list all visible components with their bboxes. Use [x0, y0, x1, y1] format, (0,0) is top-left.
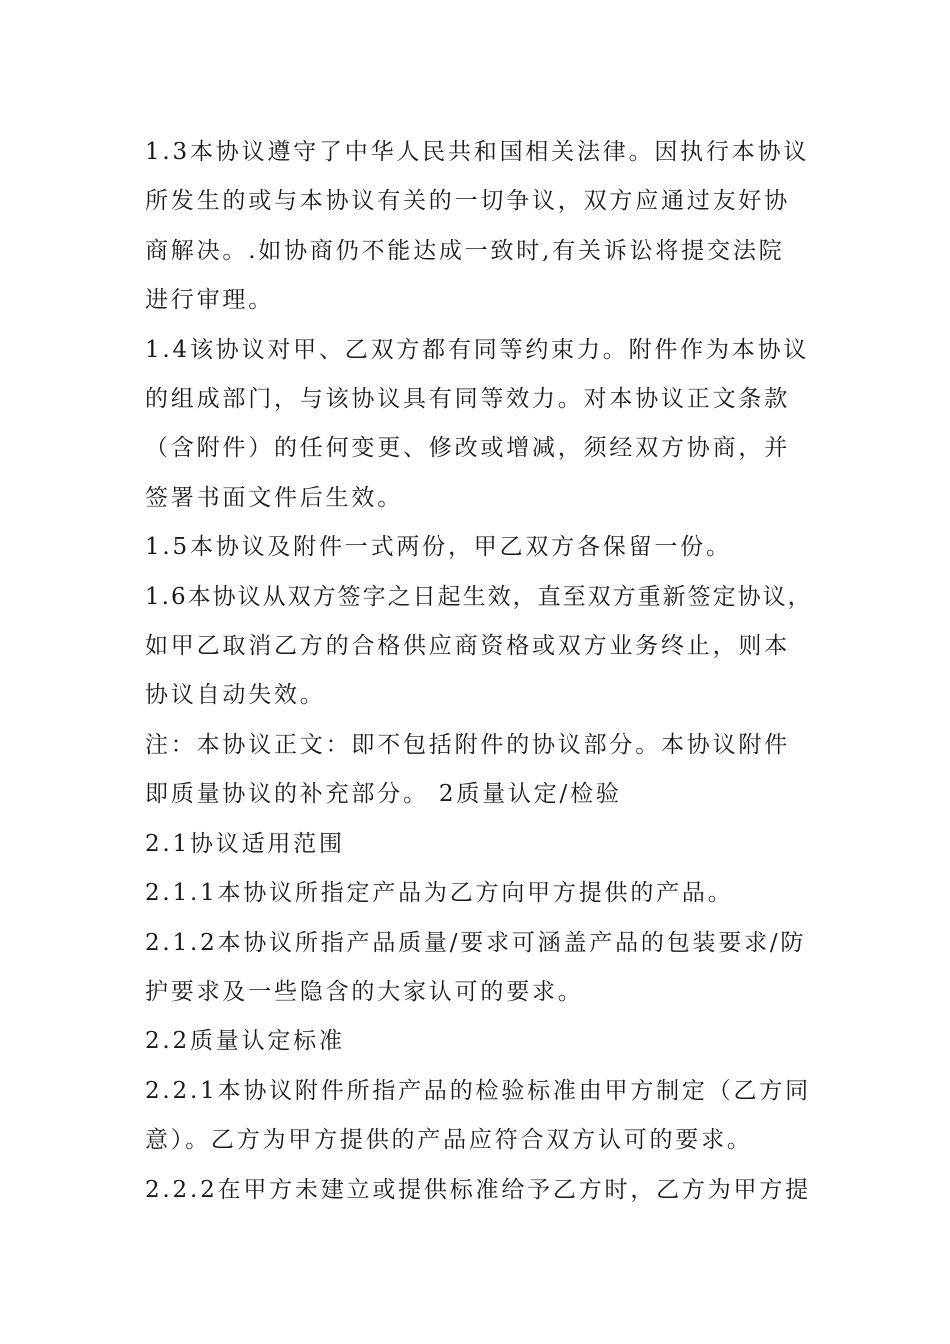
text-line: 1.4该协议对甲、乙双方都有同等约束力。附件作为本协议	[145, 336, 810, 363]
text-line: 2.2.1本协议附件所指产品的检验标准由甲方制定（乙方同	[145, 1077, 811, 1104]
text-line: （含附件）的任何变更、修改或增减，须经双方协商，并	[145, 435, 790, 462]
text-line: 注：本协议正文：即不包括附件的协议部分。本协议附件	[145, 731, 790, 758]
clause-2-1-2	[145, 919, 810, 1018]
text-line: 1.5本协议及附件一式两份，甲乙双方各保留一份。	[145, 534, 732, 561]
text-line: 2.1.1本协议所指定产品为乙方向甲方提供的产品。	[145, 880, 734, 907]
clause-2-1-1	[145, 869, 810, 918]
text-line: 协议自动失效。	[145, 682, 326, 709]
clause-1-3	[145, 128, 810, 326]
text-line: 2.2质量认定标准	[145, 1028, 345, 1055]
clause-1-6	[145, 573, 813, 721]
section-2-1-heading	[145, 820, 810, 869]
text-line: 意）。乙方为甲方提供的产品应符合双方认可的要求。	[145, 1127, 753, 1154]
clause-2-2-2	[145, 1166, 810, 1215]
text-line: 签署书面文件后生效。	[145, 484, 403, 511]
text-line: 所发生的或与本协议有关的一切争议，双方应通过友好协	[145, 188, 790, 215]
text-line: 1.6本协议从双方签字之日起生效，直至双方重新签定协议，	[145, 583, 813, 610]
text-line: 即质量协议的补充部分。 2质量认定/检验	[145, 781, 622, 808]
clause-1-4	[145, 326, 810, 524]
clause-2-2-1	[145, 1067, 810, 1166]
document-page	[145, 128, 813, 1215]
text-line: 1.3本协议遵守了中华人民共和国相关法律。因执行本协议	[145, 139, 810, 165]
text-line: 商解决。.如协商仍不能达成一致时,有关诉讼将提交法院	[145, 237, 785, 264]
text-line: 2.1.2本协议所指产品质量/要求可涵盖产品的包装要求/防	[145, 929, 807, 956]
clause-1-5	[145, 523, 810, 572]
text-line: 2.2.2在甲方未建立或提供标准给予乙方时，乙方为甲方提	[145, 1176, 811, 1203]
text-line: 护要求及一些隐含的大家认可的要求。	[145, 978, 584, 1005]
text-line: 进行审理。	[145, 287, 274, 314]
text-line: 如甲乙取消乙方的合格供应商资格或双方业务终止，则本	[145, 633, 790, 660]
text-line: 的组成部门，与该协议具有同等效力。对本协议正文条款	[145, 386, 790, 413]
text-line: 2.1协议适用范围	[145, 830, 345, 857]
note-paragraph	[145, 721, 810, 820]
section-2-2-heading	[145, 1017, 810, 1066]
